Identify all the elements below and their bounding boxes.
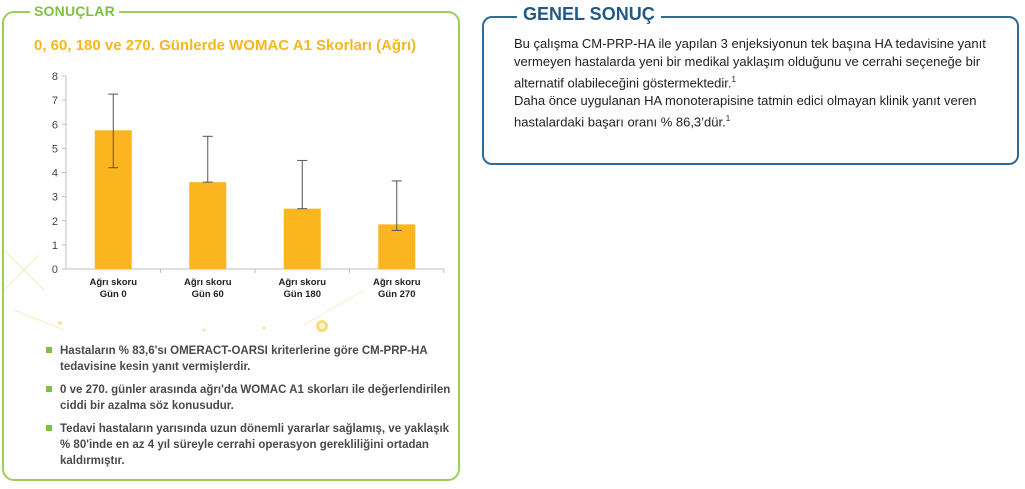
bullet-item	[46, 421, 456, 469]
bar	[189, 182, 226, 269]
bullet-text: Tedavi hastaların yarısında uzun dönemli yararlar sağlamış, ve yaklaşık % 80'inde en az 4 yıl süreyle cerrahi operasyon gerekliliğini ortadan kaldırmıştır.	[60, 423, 450, 467]
y-tick-label: 7	[51, 95, 58, 108]
y-tick-label: 8	[51, 71, 58, 83]
x-tick-label: Ağrı skoru	[89, 277, 138, 288]
y-tick-label: 2	[51, 215, 58, 228]
bullet-square-icon	[46, 386, 52, 392]
bullet-square-icon	[46, 425, 52, 431]
results-heading: SONUÇLAR	[30, 3, 119, 19]
bullet-text: Hastaların % 83,6'sı OMERACT-OARSI kriterlerine göre CM-PRP-HA tedavisine kesin yanıt vermişlerdir.	[60, 345, 428, 373]
bullet-text: 0 ve 270. günler arasında ağrı'da WOMAC A1 skorları ile değerlendirilen ciddi bir azalma söz konusudur.	[60, 384, 451, 412]
x-tick-label: Gün 60	[191, 289, 224, 300]
summary-paragraph-2	[514, 92, 1004, 131]
bullet-item	[46, 343, 456, 375]
x-tick-label: Gün 180	[283, 289, 321, 300]
summary-heading: GENEL SONUÇ	[517, 4, 661, 25]
womac-bar-chart	[20, 62, 450, 312]
bullet-item	[46, 382, 456, 414]
y-tick-label: 6	[51, 119, 58, 132]
x-tick-label: Ağrı skoru	[183, 277, 232, 288]
x-tick-label: Ağrı skoru	[372, 277, 421, 288]
y-tick-label: 4	[51, 167, 58, 180]
y-tick-label: 1	[51, 239, 58, 252]
reference-marker: 1	[725, 114, 731, 124]
bar	[378, 224, 415, 269]
y-tick-label: 0	[51, 264, 58, 276]
summary-paragraph-1	[514, 35, 1004, 92]
results-bullet-list	[46, 343, 456, 476]
y-tick-label: 3	[51, 191, 58, 204]
summary-paragraph-2-text: Daha önce uygulanan HA monoterapisine tatmin edici olmayan klinik yanıt veren hastalardaki başarı oranı % 86,3’dür.	[514, 93, 977, 130]
chart-title: 0, 60, 180 ve 270. Günlerde WOMAC A1 Skorları (Ağrı)	[34, 37, 417, 54]
y-tick-label: 5	[51, 143, 58, 156]
x-tick-label: Ağrı skoru	[278, 277, 327, 288]
x-tick-label: Gün 0	[99, 289, 127, 300]
bullet-square-icon	[46, 347, 52, 353]
reference-marker: 1	[731, 75, 736, 84]
bar	[284, 209, 321, 269]
summary-text	[514, 35, 1004, 132]
x-tick-label: Gün 270	[378, 289, 416, 300]
summary-paragraph-1-text: Bu çalışma CM-PRP-HA ile yapılan 3 enjeksiyonun tek başına HA tedavisine yanıt vermeyen hastalarda yeni bir medikal yaklaşım olduğunu ve cerrahi seçeneğe bir alternatif olabileceğini göstermektedir.	[514, 36, 986, 91]
